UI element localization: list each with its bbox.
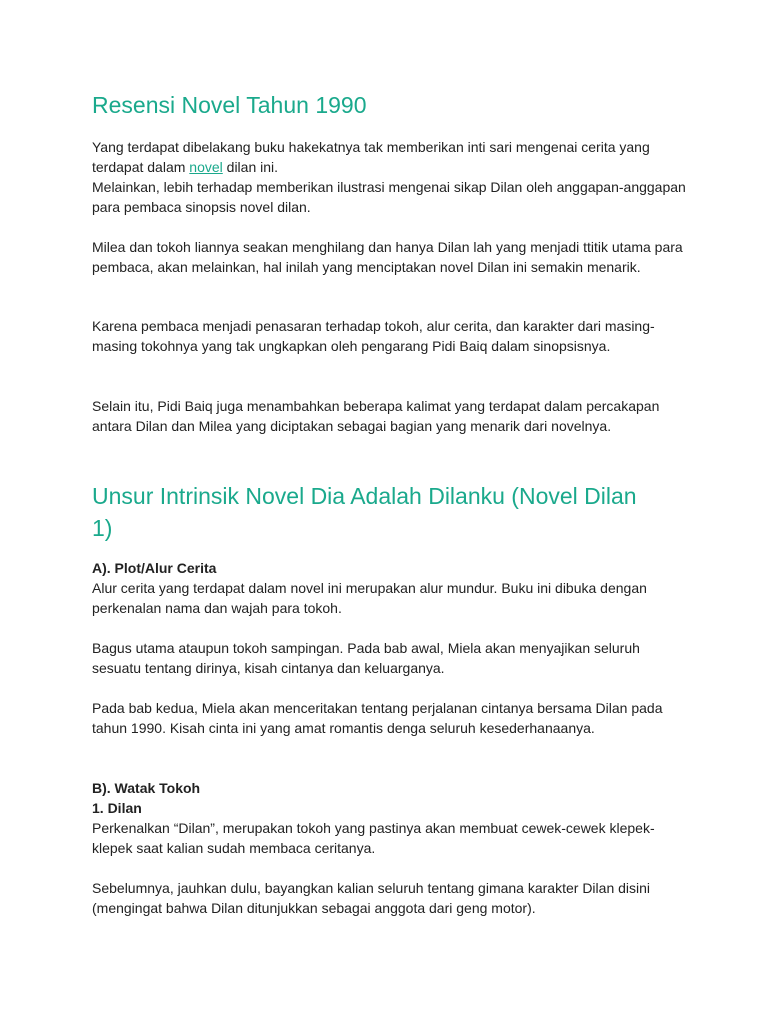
plot-section xyxy=(92,558,692,618)
paragraph-plot-3: Pada bab kedua, Miela akan menceritakan tentang perjalanan cintanya bersama Dilan pada tahun 1990. Kisah cinta ini yang amat romantis denga seluruh kesederhanaanya. xyxy=(92,700,663,736)
paragraph-text: Melainkan, lebih terhadap memberikan ilustrasi mengenai sikap Dilan oleh anggapan-anggapan para pembaca sinopsis novel dilan. xyxy=(92,179,686,215)
dilan-heading: 1. Dilan xyxy=(92,800,142,816)
paragraph-dilan-1: Perkenalkan “Dilan”, merupakan tokoh yang pastinya akan membuat cewek-cewek klepek-klepek saat kalian sudah membaca ceritanya. xyxy=(92,820,655,856)
paragraph-text xyxy=(92,137,692,177)
plot-heading: A). Plot/Alur Cerita xyxy=(92,560,217,576)
watak-section xyxy=(92,778,692,858)
section-title-resensi: Resensi Novel Tahun 1990 xyxy=(92,92,367,118)
paragraph-karena: Karena pembaca menjadi penasaran terhadap tokoh, alur cerita, dan karakter dari masing-masing tokohnya yang tak ungkapkan oleh pengarang Pidi Baiq dalam sinopsisnya. xyxy=(92,318,655,354)
paragraph-selain: Selain itu, Pidi Baiq juga menambahkan beberapa kalimat yang terdapat dalam percakapan antara Dilan dan Milea yang diciptakan sebagai bagian yang menarik dari novelnya. xyxy=(92,398,660,434)
paragraph-milea: Milea dan tokoh liannya seakan menghilang dan hanya Dilan lah yang menjadi ttitik utama para pembaca, akan melainkan, hal inilah yang menciptakan novel Dilan ini semakin menarik. xyxy=(92,239,683,275)
text-span: Yang terdapat dibelakang buku hakekatnya tak memberikan inti sari mengenai cerita yang terdapat dalam xyxy=(92,139,650,175)
text-span: dilan ini. xyxy=(222,159,279,175)
novel-link[interactable]: novel xyxy=(189,159,223,175)
paragraph-intro xyxy=(92,137,692,217)
watak-heading: B). Watak Tokoh xyxy=(92,780,201,796)
paragraph-plot-2: Bagus utama ataupun tokoh sampingan. Pada bab awal, Miela akan menyajikan seluruh sesuatu tentang dirinya, kisah cintanya dan keluarganya. xyxy=(92,640,640,676)
paragraph-dilan-2: Sebelumnya, jauhkan dulu, bayangkan kalian seluruh tentang gimana karakter Dilan disini (mengingat bahwa Dilan ditunjukkan sebagai anggota dari geng motor). xyxy=(92,880,651,916)
section-title-unsur: Unsur Intrinsik Novel Dia Adalah Dilanku (Novel Dilan 1) xyxy=(92,483,637,541)
paragraph-plot-1: Alur cerita yang terdapat dalam novel ini merupakan alur mundur. Buku ini dibuka dengan perkenalan nama dan wajah para tokoh. xyxy=(92,580,647,616)
